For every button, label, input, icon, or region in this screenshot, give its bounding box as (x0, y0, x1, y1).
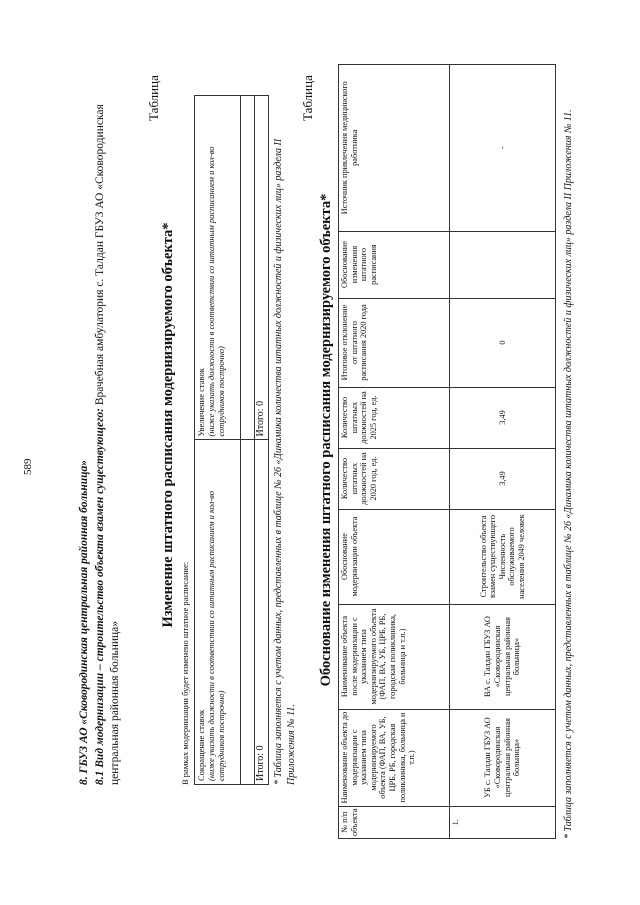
cell-source: - (450, 65, 556, 232)
header-deviation: Итоговое отклонение от штатного расписания 2020 года (339, 298, 450, 387)
cell-reason: Строительство объекта взамен существующего Численность обслуживаемого населения 2049 человек (450, 509, 556, 604)
subsection-object: Врачебная амбулатория с. Талдан ГБУЗ АО «Сковородинская центральная районная больница» (94, 104, 121, 785)
cell-change-reason (450, 231, 556, 298)
reduce-total-cell: Итого: 0 (255, 440, 269, 785)
table2-label: Таблица (300, 75, 315, 121)
cell-num: 1. (450, 806, 556, 838)
increase-total-cell: Итого: 0 (255, 96, 269, 441)
table1-title: Изменение штатного расписания модернизируемого объекта* (160, 222, 176, 628)
header-count-2020: Количество штатных должностей на 2020 год, ед. (339, 448, 450, 509)
table-row (450, 65, 556, 839)
page-number: 589 (22, 458, 34, 475)
increase-header-title: Увеличение ставок (196, 368, 206, 437)
subsection-text (93, 85, 123, 785)
subsection-label: 8.1 Вид модернизации – строительство объекта взамен существующего: (94, 408, 106, 785)
reduce-header-cell (195, 440, 241, 785)
staffing-justification-table (338, 64, 556, 839)
table1-intro: В рамках модернизации будет изменено штатное расписание: (180, 561, 190, 785)
increase-header-note: (ниже указать должности в соответствии со штатным расписанием и кол-во сотрудников построчно) (206, 146, 226, 437)
table2-title: Обоснование изменения штатного расписания модернизируемого объекта* (318, 193, 334, 687)
reduce-header-note: (ниже указать должности в соответствии со штатным расписанием и кол-во сотрудников построчно) (206, 491, 226, 781)
header-change-reason: Обоснование изменения штатного расписания (339, 231, 450, 298)
header-count-2025: Количество штатных должностей на 2025 год, ед. (339, 387, 450, 448)
header-after: Наименование объекта после модернизации с указанием типа модернизируемого объекта (ФАП, ВА, УБ, ЦРБ, РБ, городская поликлиника, больница и т.п.) (339, 604, 450, 709)
header-num: № п/п объекта (339, 806, 450, 838)
header-source: Источник привлечения медицинского работника (339, 65, 450, 232)
cell-count-2020: 3,49 (450, 448, 556, 509)
header-before: Наименование объекта до модернизации с указанием типа модернизируемого объекта (ФАП, ВА, УБ, ЦРБ, РБ, городская поликлиника, больница и т.п.) (339, 709, 450, 806)
increase-header-cell (195, 96, 241, 441)
cell-after: ВА с. Талдан ГБУЗ АО «Сковородинская центральная районная больница» (450, 604, 556, 709)
table2-footnote: * Таблица заполняется с учетом данных, представленных в таблице № 26 «Динамика количества штатных должностей и физических лиц» раздела II Приложения № 11. (563, 109, 574, 839)
cell-count-2025: 3,49 (450, 387, 556, 448)
reduce-header-title: Сокращение ставок (196, 709, 206, 781)
cell-before: УБ с. Талдан ГБУЗ АО «Сковородинская центральная районная больница» (450, 709, 556, 806)
section-heading: 8. ГБУЗ АО «Сковородинская центральная районная больница» (78, 459, 90, 785)
reduce-empty-cell (241, 440, 255, 785)
table1-footnote: * Таблица заполняется с учетом данных, представленных в таблице № 26 «Динамика количества штатных должностей и физических лиц» раздела II Приложения № 11. (273, 138, 297, 785)
increase-empty-cell (241, 96, 255, 441)
staffing-change-table (194, 95, 269, 785)
table2-header-row (339, 65, 450, 839)
table1-label: Таблица (146, 75, 161, 121)
header-reason: Обоснование модернизации объекта (339, 509, 450, 604)
cell-deviation: 0 (450, 298, 556, 387)
